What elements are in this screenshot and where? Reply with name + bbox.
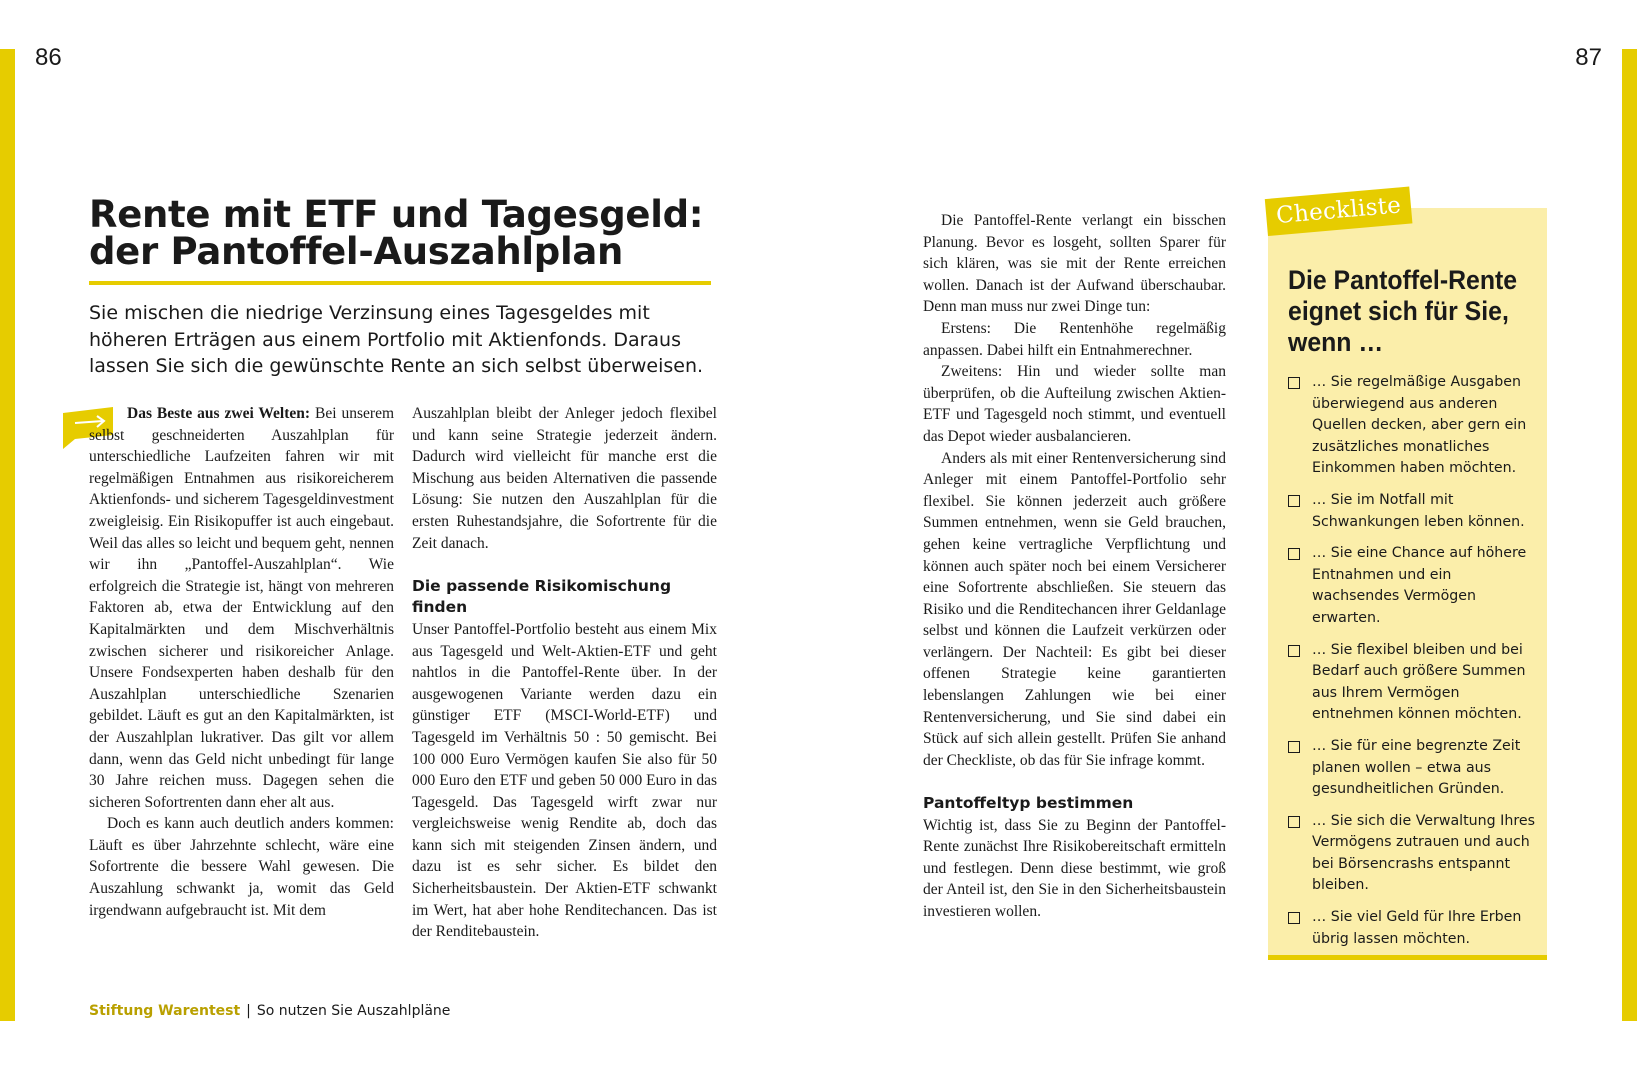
- checklist-item-text: … Sie regelmäßige Ausgaben überwiegend aus anderen Quellen decken, aber gern ein zusätzliches monatliches Einkommen haben möchten.: [1312, 374, 1527, 477]
- col3-paragraph-1: Die Pantoffel-Rente verlangt ein bisschen Planung. Bevor es losgeht, sollten Sparer für sich klären, was sie mit der Rente erreichen wollen. Danach ist der Aufwand überschaubar. Denn man muss nur zwei Dinge tun:: [923, 212, 1226, 316]
- checklist-items: [1288, 372, 1540, 960]
- col2-subheading: Die passende Risikomischung finden: [412, 576, 672, 617]
- col2-paragraph-2: Unser Pantoffel-Portfolio besteht aus einem Mix aus Tagesgeld und Welt-Aktien-ETF und geht nahtlos in die Pantoffel-Rente über. In der ausgewogenen Variante werden dazu ein günstiger ETF (MSCI-World-ETF) und Tagesgeld im Verhältnis 50 : 50 gemischt. Bei 100 000 Euro Vermögen kaufen Sie also für 50 000 Euro den ETF und geben 50 000 Euro in das Tagesgeld. Das Tagesgeld wirft zwar nur vergleichsweise wenig Rendite ab, doch das kann sich mit steigenden Zinsen ändern, und dazu ist es sehr sicher. Es bildet den Sicherheitsbaustein. Der Aktien-ETF schwankt im Wert, hat aber hohe Renditechancen. Das ist der Renditebaustein.: [412, 620, 717, 941]
- col1-paragraph-2: Doch es kann auch deutlich anders kommen: Läuft es über Jahrzehnte schlecht, wäre eine Sofortrente die bessere Wahl gewesen. Die Auszahlung schwankt ja, womit das Geld irgendwann aufgebraucht ist. Mit dem: [89, 815, 394, 919]
- checklist-item: [1288, 640, 1540, 726]
- col3-paragraph-4: Anders als mit einer Rentenversicherung sind Anleger mit einem Pantoffel-Portfolio sehr flexibel. Sie können jederzeit auch größere Summen entnehmen, wenn sie Geld brauchen, gehen keine vertragliche Verpflichtung und können auch später noch bei einem Versicherer eine Sofortrente abschließen. Sie steuern das Risiko und die Renditechancen ihrer Geldanlage selbst und können die Laufzeit verkürzen oder verlängern. Der Nachteil: Es gibt bei dieser offenen Strategie keine garantierten lebenslangen Zahlungen wie bei einer Rentenversicherung, und Sie sind dabei ein Stück auf sich allein gestellt. Prüfen Sie anhand der Checkliste, ob das für Sie infrage kommt.: [923, 449, 1226, 769]
- checklist-item: [1288, 736, 1540, 801]
- checkbox-icon[interactable]: [1288, 816, 1300, 828]
- checklist-heading: Die Pantoffel-Rente eignet sich für Sie, wenn …: [1288, 265, 1518, 357]
- col3-subheading: Pantoffeltyp bestimmen: [923, 794, 1134, 813]
- title-line-1: Rente mit ETF und Tagesgeld:: [89, 193, 704, 236]
- checklist-item: [1288, 372, 1540, 480]
- checkbox-icon[interactable]: [1288, 912, 1300, 924]
- article-title: [89, 193, 729, 273]
- col3-paragraph-3: Zweitens: Hin und wieder sollte man überprüfen, ob die Aufteilung zwischen Aktien-ETF und Tagesgeld noch stimmt, und eventuell das Depot wieder ausbalancieren.: [923, 363, 1226, 445]
- col2-paragraph-1: Auszahlplan bleibt der Anleger jedoch flexibel und kann seine Strategie jederzeit ändern. Dadurch wird vielleicht für manche erst die Mischung aus beiden Alternativen die passende Lösung: Sie nutzen den Auszahlplan für die ersten Ruhestandsjahre, die Sofortrente für die Zeit danach.: [412, 405, 717, 552]
- title-line-2: der Pantoffel-Auszahlplan: [89, 230, 624, 273]
- checkbox-icon[interactable]: [1288, 548, 1300, 560]
- footer-brand: Stiftung Warentest: [89, 1003, 241, 1019]
- col1-paragraph-1-text: Bei unserem selbst geschneiderten Auszahlplan für unterschiedliche Laufzeiten fahren wir mit regelmäßigen Entnahmen aus risikoreicherem Aktienfonds- und sicherem Tagesgeldinvestment zweigleisig. Ein Risikopuffer ist auch eingebaut. Weil das alles so leicht und bequem geht, nennen wir ihn „Pantoffel-Auszahlplan“. Wie erfolgreich die Strategie ist, hängt von mehreren Faktoren ab, etwa der Entwicklung auf den Kapitalmärkten und dem Mischverhältnis zwischen sicherer und risikoreicher Anlage. Unsere Fondsexperten haben deshalb für den Auszahlplan unterschiedliche Szenarien gebildet. Läuft es gut an den Kapitalmärkten, ist der Auszahlplan lukrativer. Das gilt vor allem dann, wenn das Geld nicht unbedingt für lange 30 Jahre reichen muss. Dagegen sehen die sicheren Sofortrenten dann eher alt aus.: [89, 405, 395, 811]
- footer-separator: |: [246, 1003, 251, 1019]
- checkbox-icon[interactable]: [1288, 645, 1300, 657]
- text-column-1: [89, 403, 394, 921]
- text-column-2: [412, 403, 717, 943]
- checklist-item-text: … Sie viel Geld für Ihre Erben übrig lassen möchten.: [1312, 909, 1522, 947]
- page-footer: [89, 1003, 450, 1019]
- checklist-item-text: … Sie für eine begrenzte Zeit planen wollen – etwa aus gesundheitlichen Gründen.: [1312, 737, 1521, 798]
- checkbox-icon[interactable]: [1288, 741, 1300, 753]
- checklist-item: [1288, 811, 1540, 897]
- page-number-right: 87: [1575, 44, 1602, 71]
- text-column-3: [923, 210, 1226, 923]
- checklist-item-text: … Sie sich die Verwaltung Ihres Vermögens zutrauen und auch bei Börsencrashs entspannt bleiben.: [1312, 812, 1535, 894]
- checklist-item: [1288, 543, 1540, 629]
- checklist-item: [1288, 907, 1540, 950]
- col1-kicker: Das Beste aus zwei Welten:: [127, 405, 311, 422]
- left-edge-color-bar: [0, 49, 15, 1021]
- col1-paragraph-1: [89, 403, 394, 813]
- page-number-left: 86: [35, 44, 62, 71]
- title-underline: [89, 281, 711, 285]
- checklist-item-text: … Sie eine Chance auf höhere Entnahmen und ein wachsendes Vermögen erwarten.: [1312, 545, 1527, 626]
- checklist-item-text: … Sie flexibel bleiben und bei Bedarf auch größere Summen aus Ihrem Vermögen entnehmen können möchten.: [1312, 641, 1526, 723]
- col3-paragraph-5: Wichtig ist, dass Sie zu Beginn der Pantoffel-Rente zunächst Ihre Risikobereitschaft ermitteln und festlegen. Denn diese bestimmt, wie groß der Anteil ist, den Sie in den Sicherheitsbaustein investieren wollen.: [923, 816, 1226, 920]
- col3-paragraph-2: Erstens: Die Rentenhöhe regelmäßig anpassen. Dabei hilft ein Entnahmerechner.: [923, 319, 1226, 359]
- checklist-tag: Checkliste: [1265, 186, 1413, 236]
- right-edge-color-bar: [1622, 49, 1637, 1021]
- checklist-item: [1288, 490, 1540, 533]
- checklist-item-text: … Sie im Notfall mit Schwankungen leben können.: [1312, 491, 1525, 530]
- checkbox-icon[interactable]: [1288, 495, 1300, 507]
- checkbox-icon[interactable]: [1288, 377, 1300, 389]
- footer-section: So nutzen Sie Auszahlpläne: [256, 1003, 451, 1019]
- article-lead: Sie mischen die niedrige Verzinsung eines Tagesgeldes mit höheren Erträgen aus einem Portfolio mit Aktienfonds. Daraus lassen Sie sich die gewünschte Rente an sich selbst überweisen.: [89, 302, 704, 377]
